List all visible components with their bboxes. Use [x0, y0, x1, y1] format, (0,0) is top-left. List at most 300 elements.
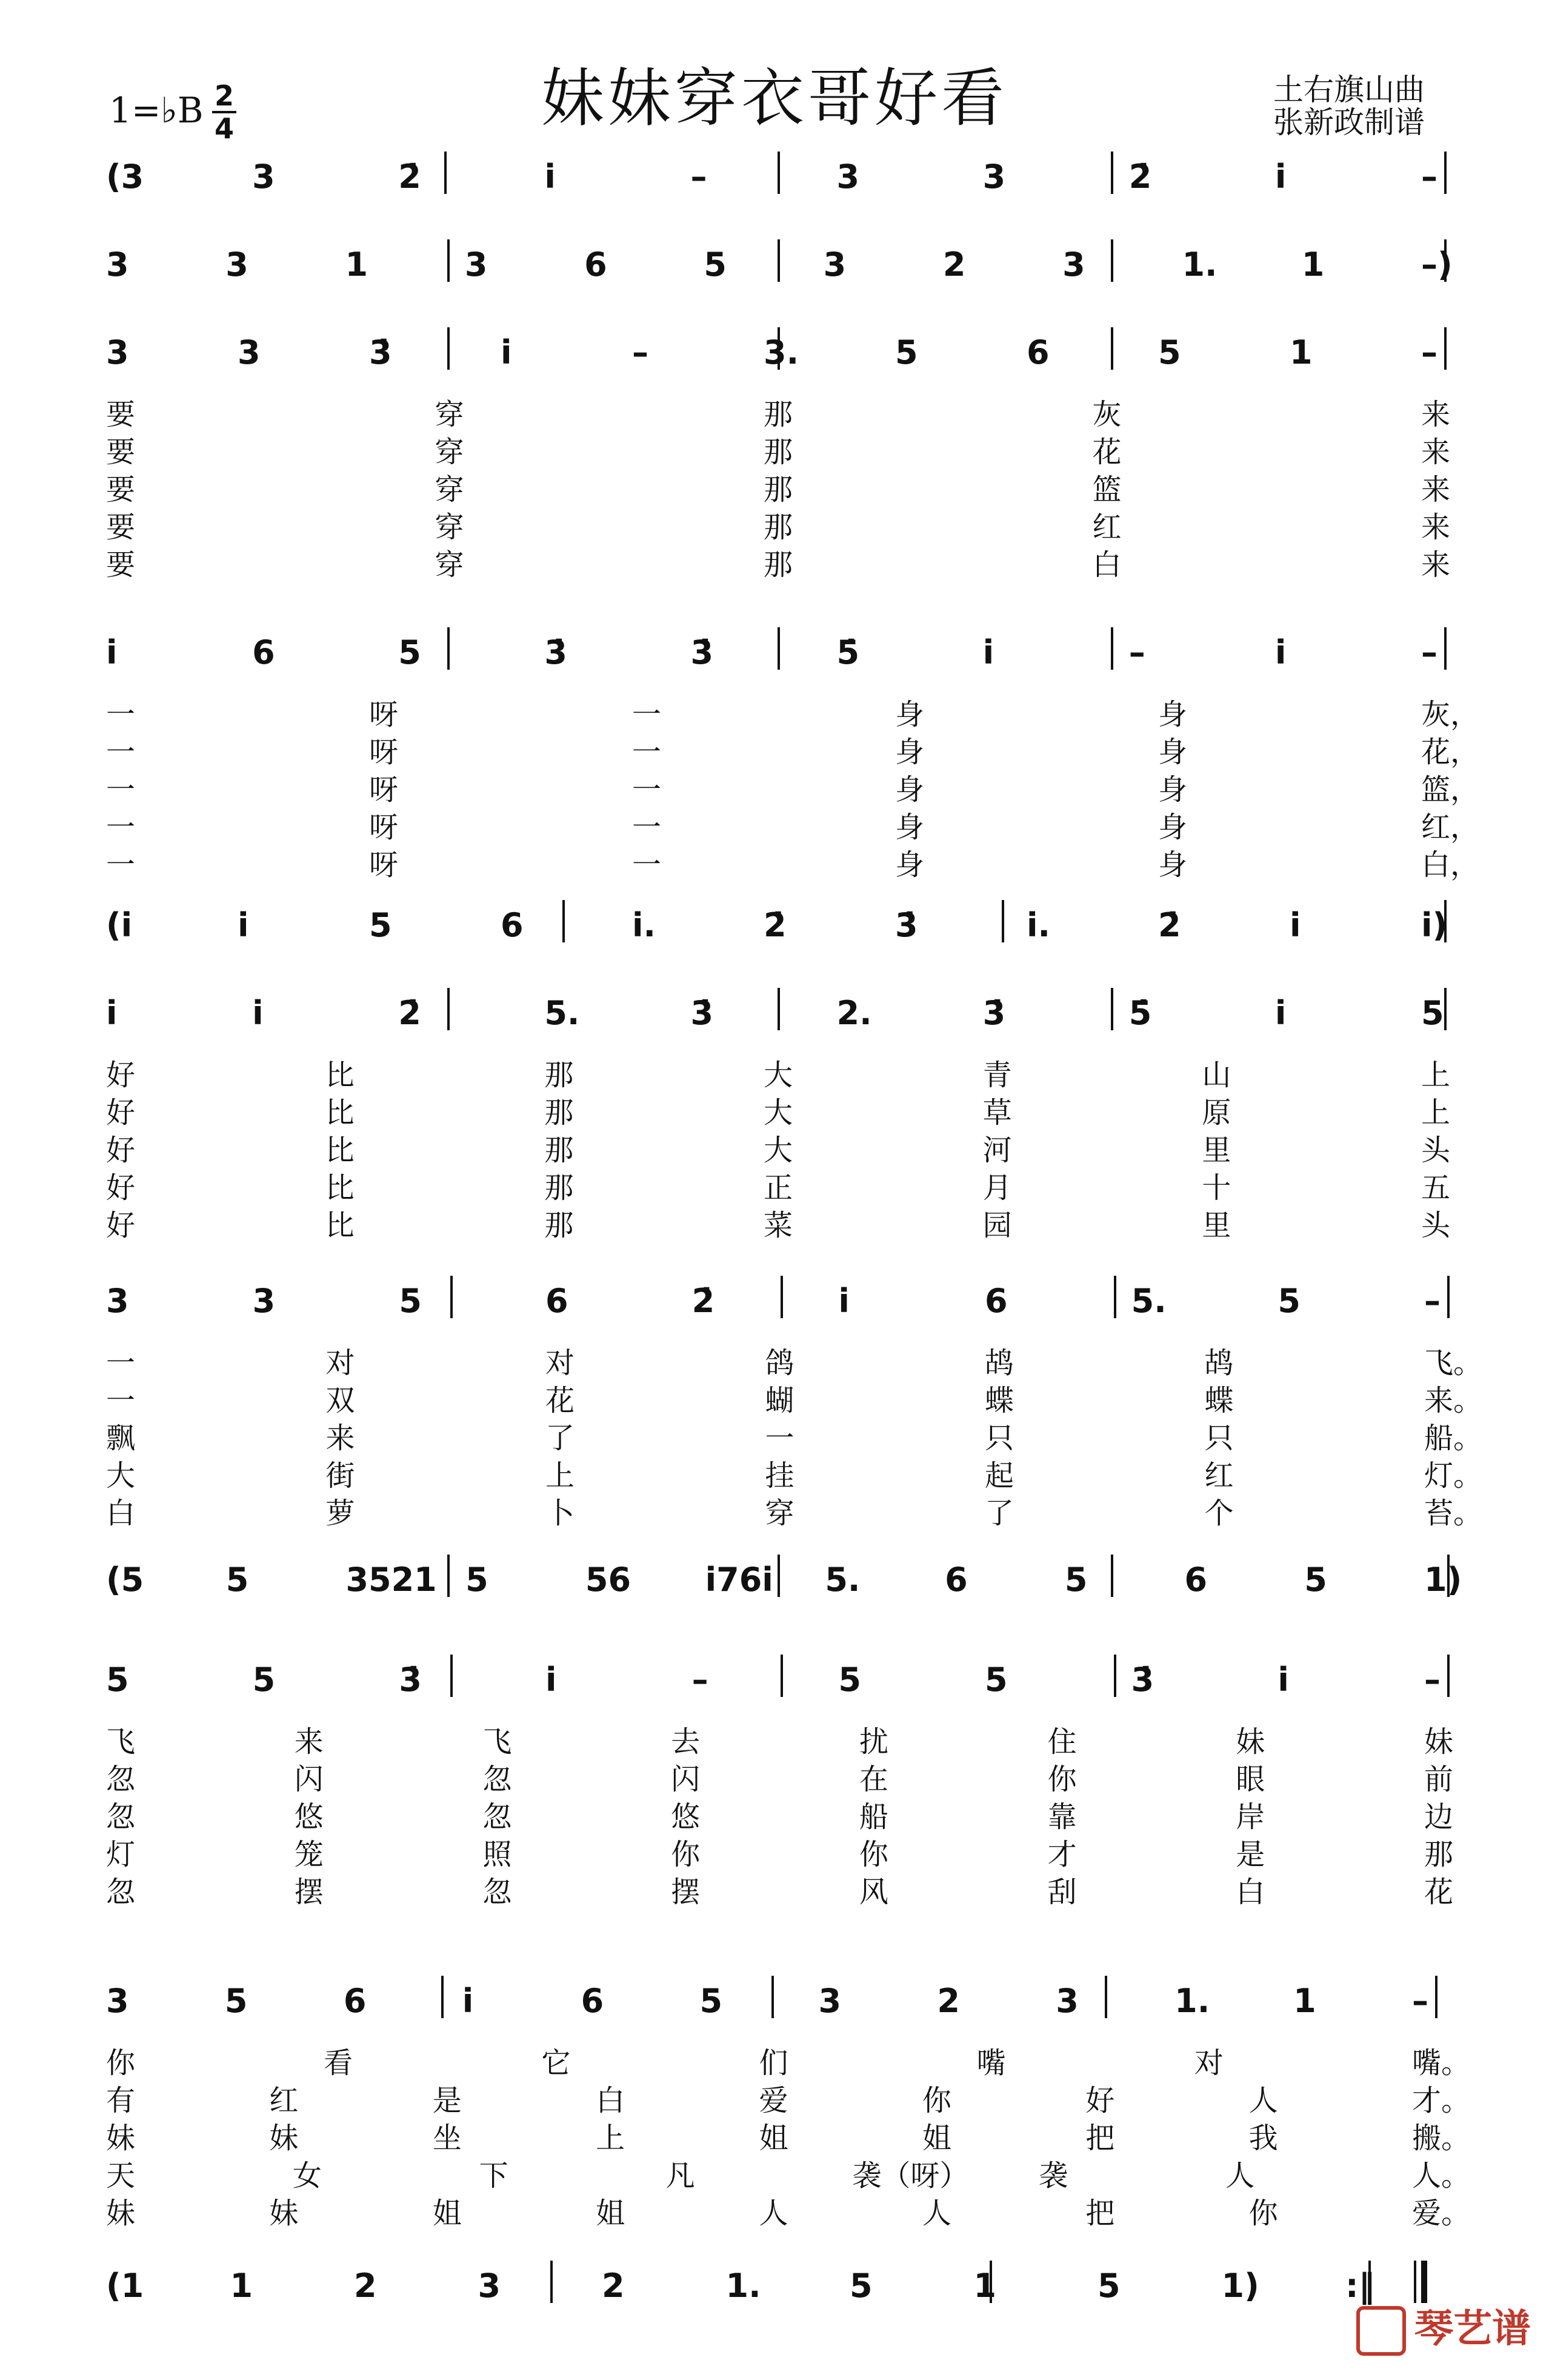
- jianpu-note: 2: [602, 2267, 625, 2305]
- lyric-syllable: 鸪: [1204, 1346, 1234, 1380]
- lyric-syllable: 摆: [294, 1875, 324, 1909]
- jianpu-note: i: [252, 994, 264, 1032]
- jianpu-note: i: [838, 1282, 850, 1320]
- lyric-syllable: 好: [106, 1096, 136, 1130]
- lyric-syllable: 边: [1424, 1800, 1454, 1834]
- watermark-logo: [1356, 2298, 1531, 2356]
- jianpu-note: –: [1412, 1982, 1428, 2020]
- jianpu-note: –): [1421, 245, 1453, 284]
- jianpu-note: –: [632, 333, 648, 372]
- lyric-syllable: 头: [1421, 1133, 1451, 1167]
- lyric-syllable: 一: [106, 1346, 136, 1380]
- jianpu-note: i): [1421, 906, 1448, 944]
- lyric-syllable: 来: [1421, 398, 1451, 432]
- lyric-syllable: 是: [1236, 1838, 1265, 1872]
- lyric-syllable: 河: [982, 1133, 1012, 1167]
- lyric-syllable: 一: [106, 773, 136, 807]
- lyric-syllable: 妹: [269, 2121, 299, 2155]
- lyric-syllable: 要: [106, 435, 136, 469]
- jianpu-note: :‖: [1345, 2267, 1375, 2305]
- jianpu-note: 1): [1424, 1561, 1462, 1599]
- jianpu-note: 5: [850, 2267, 873, 2305]
- lyric-syllable: 了: [985, 1496, 1014, 1530]
- jianpu-note: 6: [343, 1982, 367, 2020]
- lyric-syllable: 嘴。: [1412, 2046, 1471, 2080]
- jianpu-note: i: [106, 633, 118, 672]
- jianpu-note: 3: [252, 158, 275, 196]
- lyric-syllable: 月: [982, 1171, 1012, 1205]
- jianpu-note: –: [1128, 633, 1145, 672]
- jianpu-note: 1.: [1182, 245, 1218, 284]
- jianpu-note: 1: [1293, 1982, 1316, 2020]
- lyric-syllable: 红: [269, 2084, 299, 2118]
- lyric-syllable: 把: [1085, 2196, 1115, 2230]
- jianpu-note: 1.: [1174, 1982, 1210, 2020]
- lyric-syllable: 爱: [759, 2084, 788, 2118]
- jianpu-note: 56: [585, 1561, 631, 1599]
- jianpu-note: i: [501, 333, 512, 372]
- jianpu-note: 6: [584, 245, 607, 284]
- lyric-syllable: 你: [859, 1838, 888, 1872]
- lyric-syllable: 眼: [1236, 1762, 1265, 1796]
- lyric-syllable: 搬。: [1412, 2121, 1471, 2155]
- jianpu-note: 3: [478, 2267, 501, 2305]
- jianpu-note: 3: [836, 158, 860, 196]
- jianpu-note: –: [690, 158, 707, 196]
- jianpu-note: i: [1278, 1661, 1289, 1699]
- lyric-syllable: 青: [982, 1058, 1012, 1092]
- jianpu-note: 5: [985, 1661, 1008, 1699]
- lyric-syllable: 街: [325, 1459, 355, 1493]
- lyric-syllable: 山: [1202, 1058, 1231, 1092]
- jianpu-note: 2̇: [398, 994, 421, 1032]
- lyric-syllable: 蝶: [985, 1384, 1014, 1418]
- lyric-syllable: 一: [632, 735, 662, 769]
- lyric-syllable: 十: [1202, 1171, 1231, 1205]
- lyric-syllable: 姐: [922, 2121, 951, 2155]
- jianpu-note: i: [1274, 158, 1287, 196]
- lyric-syllable: 那: [544, 1133, 574, 1167]
- lyric-syllable: 船: [859, 1800, 888, 1834]
- lyric-syllable: 好: [1085, 2084, 1115, 2118]
- lyric-syllable: 比: [325, 1096, 355, 1130]
- lyric-syllable: 照: [482, 1838, 512, 1872]
- jianpu-note: 3̇: [690, 633, 714, 672]
- lyric-syllable: 人: [1248, 2084, 1278, 2118]
- lyric-syllable: 鸽: [765, 1346, 794, 1380]
- lyric-syllable: 双: [325, 1384, 355, 1418]
- lyric-syllable: 你: [106, 2046, 136, 2080]
- lyric-syllable: 摆: [671, 1875, 701, 1909]
- jianpu-note: (3: [106, 158, 144, 196]
- lyric-syllable: 飞。: [1424, 1346, 1483, 1380]
- jianpu-note: 3̇: [544, 633, 567, 672]
- lyric-syllable: 呀: [369, 810, 399, 844]
- lyric-syllable: 上: [545, 1459, 575, 1493]
- lyric-syllable: 对: [545, 1346, 575, 1380]
- lyric-syllable: 天: [106, 2159, 136, 2193]
- lyric-syllable: 来: [325, 1421, 355, 1455]
- jianpu-note: 1.: [725, 2267, 761, 2305]
- lyric-syllable: 你: [922, 2084, 951, 2118]
- lyric-syllable: 五: [1421, 1171, 1451, 1205]
- lyric-syllable: 姐: [759, 2121, 788, 2155]
- lyric-syllable: 身: [1158, 698, 1188, 732]
- lyric-syllable: 花: [545, 1384, 575, 1418]
- jianpu-note: 3: [1056, 1982, 1079, 2020]
- lyric-syllable: 来。: [1424, 1384, 1483, 1418]
- jianpu-note: 5̇: [1128, 994, 1152, 1032]
- lyric-syllable: 好: [106, 1058, 136, 1092]
- jianpu-note: 5: [106, 1661, 129, 1699]
- lyric-syllable: 菜: [764, 1208, 793, 1242]
- jianpu-note: 1): [1221, 2267, 1259, 2305]
- jianpu-note: 2: [937, 1982, 960, 2020]
- lyric-syllable: 飞: [482, 1725, 512, 1759]
- jianpu-note: 2: [942, 245, 966, 284]
- jianpu-note: 5: [399, 1282, 422, 1320]
- lyric-syllable: 你: [1047, 1762, 1077, 1796]
- jianpu-note: 6: [252, 633, 275, 672]
- jianpu-note: i: [106, 994, 118, 1032]
- lyric-syllable: 坐: [432, 2121, 462, 2155]
- lyric-syllable: 船。: [1424, 1421, 1483, 1455]
- jianpu-note: i: [1290, 906, 1301, 944]
- lyric-syllable: 上: [1421, 1096, 1451, 1130]
- lyric-syllable: 来: [1421, 473, 1451, 507]
- lyric-syllable: 上: [596, 2121, 625, 2155]
- lyric-syllable: 白: [106, 1496, 136, 1530]
- lyric-syllable: 身: [895, 735, 925, 769]
- jianpu-note: i: [238, 906, 249, 944]
- time-top: 2: [214, 79, 234, 112]
- jianpu-note: 5: [1304, 1561, 1327, 1599]
- jianpu-note: 5: [398, 633, 421, 672]
- lyric-syllable: 红: [1092, 510, 1122, 544]
- lyric-syllable: 那: [1424, 1838, 1454, 1872]
- lyric-syllable: 花，: [1421, 735, 1480, 769]
- lyric-syllable: 要: [106, 473, 136, 507]
- lyric-syllable: 凡: [665, 2159, 695, 2193]
- lyric-syllable: 大: [764, 1058, 793, 1092]
- lyric-syllable: 来: [1421, 510, 1451, 544]
- lyric-syllable: 只: [1204, 1421, 1234, 1455]
- lyric-syllable: 蝴: [765, 1384, 794, 1418]
- lyric-syllable: 袭（呀）: [852, 2159, 969, 2193]
- lyric-syllable: 灰: [1092, 398, 1122, 432]
- lyric-syllable: 姐: [432, 2196, 462, 2230]
- jianpu-note: –: [1421, 158, 1437, 196]
- lyric-syllable: 穿: [435, 548, 464, 582]
- jianpu-note: 6: [1027, 333, 1050, 372]
- jianpu-note: i.: [1027, 906, 1051, 944]
- lyric-syllable: 身: [895, 773, 925, 807]
- jianpu-note: 3.: [764, 333, 799, 372]
- lyric-syllable: 飘: [106, 1421, 136, 1455]
- lyric-syllable: 那: [544, 1208, 574, 1242]
- jianpu-note: 3: [818, 1982, 842, 2020]
- lyric-syllable: 里: [1202, 1208, 1231, 1242]
- jianpu-note: 1: [1290, 333, 1313, 372]
- credit-arranger: 张新政制谱: [1273, 105, 1425, 140]
- lyric-syllable: 住: [1047, 1725, 1077, 1759]
- jianpu-note: 1: [230, 2267, 253, 2305]
- lyric-syllable: 去: [671, 1725, 701, 1759]
- lyric-syllable: 你: [671, 1838, 701, 1872]
- lyric-syllable: 是: [432, 2084, 462, 2118]
- lyric-syllable: 人。: [1412, 2159, 1471, 2193]
- lyric-syllable: 悠: [671, 1800, 701, 1834]
- lyric-syllable: 忽: [482, 1875, 512, 1909]
- jianpu-note: (5: [106, 1561, 144, 1599]
- jianpu-note: 3: [238, 333, 261, 372]
- lyric-syllable: 比: [325, 1208, 355, 1242]
- lyric-syllable: 灯: [106, 1838, 136, 1872]
- jianpu-note: 2̇: [1158, 906, 1181, 944]
- jianpu-note: 2: [354, 2267, 377, 2305]
- lyric-syllable: 忽: [482, 1800, 512, 1834]
- lyric-syllable: 一: [765, 1421, 794, 1455]
- jianpu-note: 5: [1421, 994, 1444, 1032]
- lyric-syllable: 鸪: [985, 1346, 1014, 1380]
- lyric-syllable: 身: [1158, 848, 1188, 882]
- lyric-syllable: 花: [1424, 1875, 1454, 1909]
- lyric-syllable: 穿: [435, 435, 464, 469]
- lyric-syllable: 呀: [369, 773, 399, 807]
- lyric-syllable: 篮，: [1421, 773, 1480, 807]
- lyric-syllable: 们: [759, 2046, 788, 2080]
- lyric-syllable: 下: [479, 2159, 508, 2193]
- lyric-syllable: 只: [985, 1421, 1014, 1455]
- lyric-syllable: 身: [895, 848, 925, 882]
- lyric-syllable: 一: [632, 773, 662, 807]
- jianpu-note: 5.: [825, 1561, 861, 1599]
- lyric-syllable: 身: [895, 698, 925, 732]
- lyric-syllable: 个: [1204, 1496, 1234, 1530]
- jianpu-note: 6: [985, 1282, 1008, 1320]
- lyric-syllable: 身: [1158, 810, 1188, 844]
- jianpu-note: 2̇: [764, 906, 787, 944]
- lyric-syllable: 那: [764, 510, 793, 544]
- lyric-syllable: 身: [1158, 735, 1188, 769]
- lyric-syllable: 来: [1421, 435, 1451, 469]
- jianpu-note: 5: [1278, 1282, 1301, 1320]
- jianpu-note: 5: [369, 906, 392, 944]
- lyric-syllable: 红，: [1421, 810, 1480, 844]
- jianpu-note: (i: [106, 906, 133, 944]
- jianpu-note: 5: [1098, 2267, 1121, 2305]
- jianpu-note: 2̇: [691, 1282, 715, 1320]
- jianpu-note: 5: [838, 1661, 861, 1699]
- lyric-syllable: 那: [544, 1096, 574, 1130]
- lyric-syllable: 靠: [1047, 1800, 1077, 1834]
- lyric-syllable: 闪: [671, 1762, 701, 1796]
- jianpu-note: 2̇: [1128, 158, 1152, 196]
- jianpu-note: 3̇: [690, 994, 714, 1032]
- jianpu-note: 5.: [1131, 1282, 1167, 1320]
- jianpu-note: –: [1424, 1282, 1441, 1320]
- jianpu-note: 3̇: [369, 333, 392, 372]
- jianpu-note: 3: [106, 1982, 129, 2020]
- lyric-syllable: 挂: [765, 1459, 794, 1493]
- lyric-syllable: 人: [922, 2196, 951, 2230]
- lyric-syllable: 人: [1225, 2159, 1255, 2193]
- lyric-syllable: 嘴: [976, 2046, 1006, 2080]
- jianpu-note: (1: [106, 2267, 144, 2305]
- lyric-syllable: 忽: [106, 1762, 136, 1796]
- lyric-syllable: 一: [106, 848, 136, 882]
- lyric-syllable: 穿: [435, 510, 464, 544]
- lyric-syllable: 把: [1085, 2121, 1115, 2155]
- lyric-syllable: 头: [1421, 1208, 1451, 1242]
- lyric-syllable: 才。: [1412, 2084, 1471, 2118]
- lyric-syllable: 前: [1424, 1762, 1454, 1796]
- jianpu-note: –: [691, 1661, 708, 1699]
- lyric-syllable: 来: [1421, 548, 1451, 582]
- jianpu-note: 5: [465, 1561, 488, 1599]
- jianpu-note: 3: [225, 245, 248, 284]
- jianpu-note: 3521: [345, 1561, 437, 1599]
- jianpu-note: 6: [501, 906, 524, 944]
- lyric-syllable: 一: [632, 698, 662, 732]
- jianpu-note: 5: [699, 1982, 723, 2020]
- lyric-syllable: 一: [106, 698, 136, 732]
- lyric-syllable: 袭: [1039, 2159, 1068, 2193]
- lyric-syllable: 红: [1204, 1459, 1234, 1493]
- lyric-syllable: 正: [764, 1171, 793, 1205]
- jianpu-note: i76i: [705, 1561, 773, 1599]
- lyric-syllable: 刮: [1047, 1875, 1077, 1909]
- lyric-syllable: 对: [325, 1346, 355, 1380]
- watermark-icon: [1356, 2306, 1406, 2356]
- lyric-syllable: 身: [1158, 773, 1188, 807]
- lyric-syllable: 一: [106, 810, 136, 844]
- lyric-syllable: 看: [324, 2046, 353, 2080]
- lyric-syllable: 忽: [482, 1762, 512, 1796]
- lyric-syllable: 起: [985, 1459, 1014, 1493]
- lyric-syllable: 要: [106, 510, 136, 544]
- jianpu-note: 2̇: [398, 158, 421, 196]
- lyric-syllable: 白，: [1421, 848, 1480, 882]
- lyric-syllable: 妹: [106, 2196, 136, 2230]
- jianpu-note: 5: [224, 1982, 248, 2020]
- lyric-syllable: 闪: [294, 1762, 324, 1796]
- jianpu-note: i: [544, 158, 556, 196]
- jianpu-note: –: [1421, 633, 1437, 672]
- lyric-syllable: 那: [764, 435, 793, 469]
- jianpu-note: i: [545, 1661, 557, 1699]
- jianpu-note: –: [1424, 1661, 1441, 1699]
- jianpu-note: 5: [895, 333, 918, 372]
- jianpu-note: 3: [823, 245, 847, 284]
- jianpu-note: 5: [252, 1661, 276, 1699]
- lyric-syllable: 萝: [325, 1496, 355, 1530]
- lyric-syllable: 一: [106, 1384, 136, 1418]
- lyric-syllable: 对: [1194, 2046, 1224, 2080]
- lyric-syllable: 大: [764, 1133, 793, 1167]
- lyric-syllable: 人: [759, 2196, 788, 2230]
- lyric-syllable: 来: [294, 1725, 324, 1759]
- jianpu-note: i: [462, 1982, 474, 2020]
- jianpu-note: 3: [106, 1282, 129, 1320]
- jianpu-note: i: [1274, 994, 1287, 1032]
- lyric-syllable: 比: [325, 1058, 355, 1092]
- jianpu-note: 6: [945, 1561, 968, 1599]
- lyric-syllable: 比: [325, 1133, 355, 1167]
- lyric-syllable: 悠: [294, 1800, 324, 1834]
- lyric-syllable: 那: [764, 473, 793, 507]
- jianpu-note: i: [1274, 633, 1287, 672]
- lyric-syllable: 妹: [106, 2121, 136, 2155]
- jianpu-note: 5: [1064, 1561, 1088, 1599]
- jianpu-note: 5.: [544, 994, 580, 1032]
- credit-origin: 土右旗山曲: [1273, 72, 1425, 107]
- jianpu-note: 3̇: [895, 906, 918, 944]
- lyric-syllable: 穿: [435, 398, 464, 432]
- lyric-syllable: 有: [106, 2084, 136, 2118]
- lyric-syllable: 卜: [545, 1496, 575, 1530]
- lyric-syllable: 才: [1047, 1838, 1077, 1872]
- lyric-syllable: 比: [325, 1171, 355, 1205]
- lyric-syllable: 好: [106, 1171, 136, 1205]
- lyric-syllable: 在: [859, 1762, 888, 1796]
- lyric-syllable: 岸: [1236, 1800, 1265, 1834]
- lyric-syllable: 苔。: [1424, 1496, 1483, 1530]
- lyric-syllable: 园: [982, 1208, 1012, 1242]
- jianpu-note: 1: [973, 2267, 997, 2305]
- lyric-syllable: 呀: [369, 848, 399, 882]
- jianpu-note: i: [982, 633, 994, 672]
- lyric-syllable: 妹: [1236, 1725, 1265, 1759]
- jianpu-note: 3: [252, 1282, 276, 1320]
- lyric-syllable: 你: [1248, 2196, 1278, 2230]
- lyric-syllable: 呀: [369, 698, 399, 732]
- lyric-syllable: 花: [1092, 435, 1122, 469]
- lyric-syllable: 那: [544, 1058, 574, 1092]
- lyric-syllable: 了: [545, 1421, 575, 1455]
- jianpu-note: 3̇: [1131, 1661, 1154, 1699]
- lyric-syllable: 妹: [269, 2196, 299, 2230]
- lyric-syllable: 一: [632, 810, 662, 844]
- lyric-syllable: 要: [106, 548, 136, 582]
- lyric-syllable: 笼: [294, 1838, 324, 1872]
- lyric-syllable: 一: [632, 848, 662, 882]
- lyric-syllable: 灰，: [1421, 698, 1480, 732]
- jianpu-note: 5: [225, 1561, 249, 1599]
- lyric-syllable: 呀: [369, 735, 399, 769]
- lyric-syllable: 好: [106, 1133, 136, 1167]
- lyric-syllable: 草: [982, 1096, 1012, 1130]
- jianpu-note: 5: [704, 245, 727, 284]
- lyric-syllable: 忽: [106, 1875, 136, 1909]
- jianpu-note: 6: [581, 1982, 604, 2020]
- lyric-syllable: 那: [764, 548, 793, 582]
- key-signature: 1=♭B: [109, 90, 204, 131]
- lyric-syllable: 那: [764, 398, 793, 432]
- lyric-syllable: 大: [106, 1459, 136, 1493]
- jianpu-note: 6: [1184, 1561, 1208, 1599]
- lyric-syllable: 它: [541, 2046, 571, 2080]
- jianpu-note: 3: [982, 158, 1006, 196]
- lyric-syllable: 灯。: [1424, 1459, 1483, 1493]
- jianpu-note: 1: [345, 245, 368, 284]
- time-bottom: 4: [214, 112, 234, 145]
- jianpu-note: 3: [464, 245, 488, 284]
- jianpu-note: 6: [545, 1282, 568, 1320]
- lyric-syllable: 身: [895, 810, 925, 844]
- lyric-syllable: 里: [1202, 1133, 1231, 1167]
- lyric-syllable: 大: [764, 1096, 793, 1130]
